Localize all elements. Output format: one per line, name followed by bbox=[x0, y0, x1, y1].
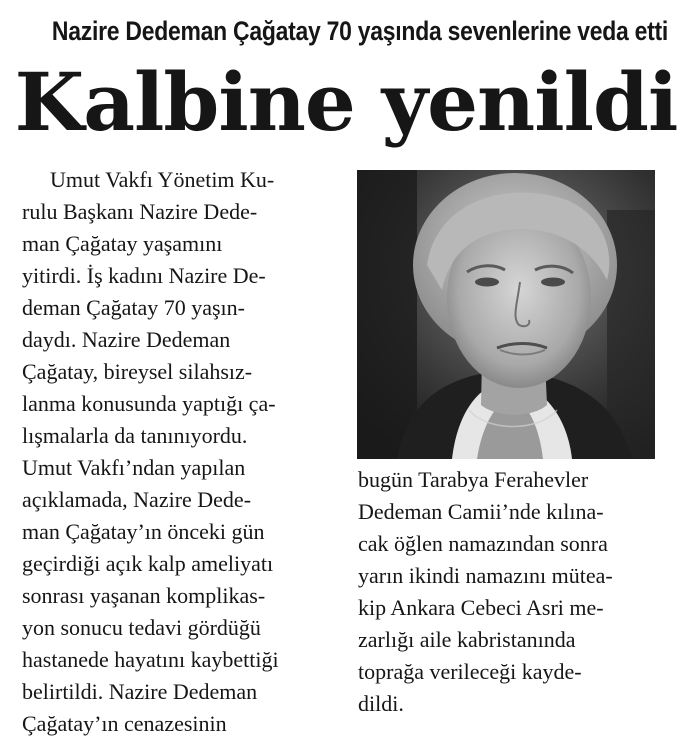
body-text-line: Umut Vakfı’ndan yapılan bbox=[22, 455, 246, 480]
body-text-line: belirtildi. Nazire Dedeman bbox=[22, 679, 258, 704]
body-text-line: geçirdiği açık kalp ameliyatı bbox=[22, 551, 274, 576]
body-text-line: man Çağatay yaşamını bbox=[22, 231, 223, 256]
body-text-line: bugün Tarabya Ferahevler bbox=[358, 467, 589, 492]
body-text-line: toprağa verileceği kayde- bbox=[358, 659, 582, 684]
body-text-line: Çağatay, bireysel silahsız- bbox=[22, 359, 253, 384]
body-text-line: yarın ikindi namazını mütea- bbox=[358, 563, 613, 588]
body-text-line: daydı. Nazire Dedeman bbox=[22, 327, 231, 352]
portrait-photo bbox=[357, 170, 655, 459]
article-body-right-column bbox=[358, 464, 678, 720]
body-text-line: lışmalarla da tanınıyordu. bbox=[22, 423, 248, 448]
body-text-line: Dedeman Camii’nde kılına- bbox=[358, 499, 604, 524]
article-headline: Kalbine yenildi bbox=[14, 55, 678, 149]
article-body-left-column bbox=[22, 164, 342, 740]
body-text-line: Çağatay’ın cenazesinin bbox=[22, 711, 227, 736]
body-text-line: lanma konusunda yaptığı ça- bbox=[22, 391, 276, 416]
body-text-line: kip Ankara Cebeci Asri me- bbox=[358, 595, 604, 620]
body-text-line: man Çağatay’ın önceki gün bbox=[22, 519, 265, 544]
body-text-line: hastanede hayatını kaybettiği bbox=[22, 647, 279, 672]
body-text-line: açıklamada, Nazire Dede- bbox=[22, 487, 252, 512]
article-kicker: Nazire Dedeman Çağatay 70 yaşında sevenlerine veda etti bbox=[51, 16, 669, 46]
body-text-line: deman Çağatay 70 yaşın- bbox=[22, 295, 245, 320]
body-text-line: sonrası yaşanan komplikas- bbox=[22, 583, 266, 608]
body-text-line: yon sonucu tedavi gördüğü bbox=[22, 615, 261, 640]
body-text-line: zarlığı aile kabristanında bbox=[358, 627, 576, 652]
body-text-line: yitirdi. İş kadını Nazire De- bbox=[22, 263, 266, 288]
body-text-line: cak öğlen namazından sonra bbox=[358, 531, 608, 556]
body-text-line: Umut Vakfı Yönetim Ku- bbox=[50, 167, 275, 192]
body-text-line: dildi. bbox=[358, 691, 404, 716]
body-text-line: rulu Başkanı Nazire Dede- bbox=[22, 199, 258, 224]
